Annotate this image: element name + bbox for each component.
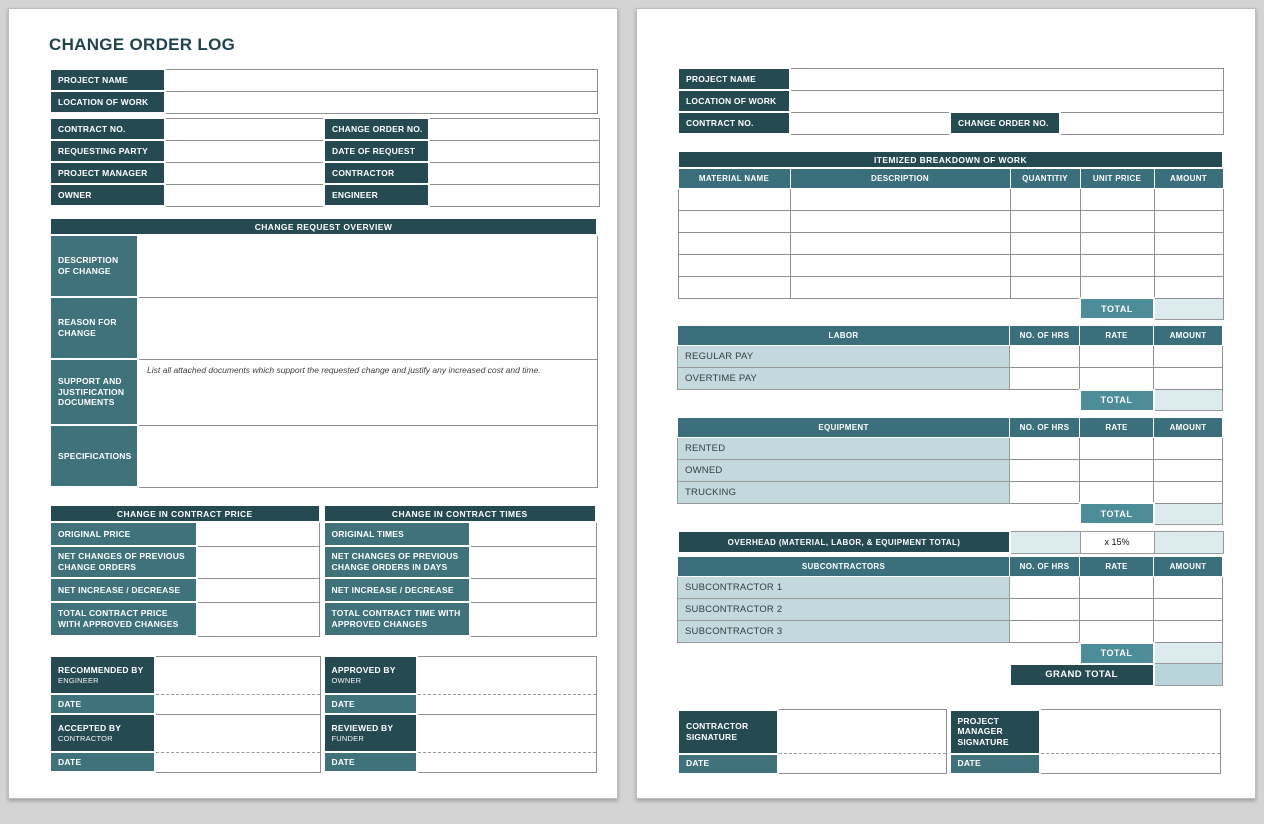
date-field[interactable] [1040, 754, 1221, 774]
change-order-no-label: CHANGE ORDER NO. [324, 118, 429, 140]
project-name-field[interactable] [790, 68, 1223, 90]
project-info-table [677, 67, 1224, 135]
table-row [50, 69, 598, 91]
table-row [678, 754, 946, 774]
table-row [678, 481, 1223, 503]
contract-no-field[interactable] [790, 112, 950, 134]
table-row [324, 578, 597, 602]
approved-by-text: APPROVED BY [331, 664, 396, 675]
table-row [678, 298, 1223, 319]
table-row [324, 505, 597, 522]
support-documents-field[interactable] [138, 359, 597, 425]
original-times-label: ORIGINAL TIMES [324, 522, 470, 546]
amount-field[interactable] [1154, 276, 1223, 298]
date-field[interactable] [778, 754, 946, 774]
project-manager-signature-field[interactable] [1040, 710, 1221, 754]
trucking-label: TRUCKING [678, 481, 1010, 503]
date-label: DATE [50, 752, 155, 772]
table-row [50, 297, 597, 359]
change-request-overview-table [49, 217, 598, 488]
contract-times-table [323, 504, 598, 637]
owned-label: OWNED [678, 459, 1010, 481]
hrs-field[interactable] [1010, 621, 1080, 643]
approved-by-label [324, 656, 417, 694]
change-order-no-label: CHANGE ORDER NO. [950, 112, 1060, 134]
net-increase-decrease-times-label: NET INCREASE / DECREASE [324, 578, 470, 602]
description-of-change-field[interactable] [138, 235, 597, 297]
rate-field[interactable] [1080, 346, 1154, 368]
project-manager-signature-table [949, 709, 1222, 775]
contract-no-label: CONTRACT NO. [50, 118, 165, 140]
quantity-field[interactable] [1010, 254, 1080, 276]
description-field[interactable] [790, 210, 1010, 232]
rate-field[interactable] [1080, 599, 1154, 621]
total-contract-price-label: TOTAL CONTRACT PRICE WITH APPROVED CHANGES [50, 602, 197, 636]
spacer-cell [678, 503, 1080, 524]
rate-field[interactable] [1080, 621, 1154, 643]
engineer-label: ENGINEER [324, 184, 429, 206]
table-row [324, 602, 597, 636]
original-times-field[interactable] [470, 522, 597, 546]
location-of-work-field[interactable] [165, 91, 598, 113]
rate-field[interactable] [1080, 459, 1154, 481]
location-of-work-label: LOCATION OF WORK [678, 90, 790, 112]
reviewed-by-text: REVIEWED BY [331, 722, 394, 733]
table-row [50, 425, 597, 487]
project-manager-field[interactable] [165, 162, 324, 184]
table-row [50, 546, 320, 578]
table-row [50, 656, 320, 694]
date-of-request-field[interactable] [429, 140, 599, 162]
materials-total-label: TOTAL [1080, 298, 1154, 319]
quantity-field[interactable] [1010, 276, 1080, 298]
equipment-total-label: TOTAL [1080, 503, 1154, 524]
contractor-signature-label: CONTRACTOR SIGNATURE [678, 710, 778, 754]
table-row [678, 188, 1223, 210]
amount-field[interactable] [1154, 599, 1223, 621]
contractor-field[interactable] [429, 162, 599, 184]
location-of-work-field[interactable] [790, 90, 1223, 112]
table-row [324, 656, 597, 694]
itemized-breakdown-header: ITEMIZED BREAKDOWN OF WORK [678, 151, 1223, 168]
column-header-amount: AMOUNT [1154, 168, 1223, 188]
table-row [678, 168, 1223, 188]
column-header-no-of-hrs: NO. OF HRS [1010, 557, 1080, 577]
net-changes-days-field[interactable] [470, 546, 597, 578]
labor-table [677, 325, 1223, 412]
table-row [678, 710, 946, 754]
table-row [678, 368, 1223, 390]
reviewed-by-label [324, 714, 417, 752]
overtime-pay-label: OVERTIME PAY [678, 368, 1010, 390]
change-request-overview-header: CHANGE REQUEST OVERVIEW [50, 218, 597, 235]
date-label: DATE [678, 754, 778, 774]
column-header-no-of-hrs: NO. OF HRS [1010, 417, 1080, 437]
table-row [678, 643, 1223, 664]
support-documents-label: SUPPORT AND JUSTIFICATION DOCUMENTS [50, 359, 138, 425]
amount-field[interactable] [1154, 459, 1223, 481]
table-row [324, 752, 597, 772]
spacer-cell [678, 643, 1080, 664]
labor-header: LABOR [678, 326, 1010, 346]
quantity-field[interactable] [1010, 232, 1080, 254]
column-header-unit-price: UNIT PRICE [1080, 168, 1154, 188]
amount-field[interactable] [1154, 188, 1223, 210]
engineer-field[interactable] [429, 184, 599, 206]
subcontractors-table [677, 556, 1223, 687]
net-increase-decrease-field[interactable] [197, 578, 320, 602]
project-name-label: PROJECT NAME [678, 68, 790, 90]
table-row [678, 459, 1223, 481]
total-contract-time-label: TOTAL CONTRACT TIME WITH APPROVED CHANGES [324, 602, 470, 636]
overhead-table [677, 530, 1224, 554]
column-header-rate: RATE [1080, 326, 1154, 346]
table-row [678, 90, 1223, 112]
spacer-cell [678, 298, 1080, 319]
equipment-header: EQUIPMENT [678, 417, 1010, 437]
total-contract-price-field[interactable] [197, 602, 320, 636]
net-increase-decrease-times-field[interactable] [470, 578, 597, 602]
rate-field[interactable] [1080, 437, 1154, 459]
reviewed-by-role: FUNDER [331, 734, 364, 744]
grand-total-label: GRAND TOTAL [1010, 664, 1154, 686]
overhead-hrs-cell [1010, 531, 1080, 553]
table-row [50, 602, 320, 636]
table-row [50, 218, 597, 235]
subcontractors-total-label: TOTAL [1080, 643, 1154, 664]
amount-field[interactable] [1154, 210, 1223, 232]
approved-by-role: OWNER [331, 676, 362, 686]
date-label: DATE [324, 694, 417, 714]
specifications-field[interactable] [138, 425, 597, 487]
original-price-label: ORIGINAL PRICE [50, 522, 197, 546]
quantity-field[interactable] [1010, 188, 1080, 210]
column-header-description: DESCRIPTION [790, 168, 1010, 188]
hrs-field[interactable] [1010, 599, 1080, 621]
equipment-total-amount [1154, 503, 1223, 524]
change-order-no-field[interactable] [1060, 112, 1223, 134]
itemized-breakdown-table [677, 150, 1224, 320]
table-row [50, 118, 599, 140]
amount-field[interactable] [1154, 232, 1223, 254]
table-row [950, 754, 1221, 774]
regular-pay-label: REGULAR PAY [678, 346, 1010, 368]
amount-field[interactable] [1154, 346, 1223, 368]
signoff-left-table [49, 655, 321, 773]
reviewed-by-signature-field[interactable] [417, 714, 597, 752]
date-label: DATE [50, 694, 155, 714]
contract-times-header: CHANGE IN CONTRACT TIMES [324, 505, 597, 522]
table-row [50, 235, 597, 297]
contract-no-label: CONTRACT NO. [678, 112, 790, 134]
materials-total-amount [1154, 298, 1223, 319]
labor-total-amount [1154, 390, 1223, 411]
amount-field[interactable] [1154, 577, 1223, 599]
overhead-rate-cell: x 15% [1080, 531, 1154, 553]
date-field[interactable] [417, 752, 597, 772]
hrs-field[interactable] [1010, 459, 1080, 481]
amount-field[interactable] [1154, 368, 1223, 390]
project-info-table-split [49, 117, 600, 207]
table-row [678, 254, 1223, 276]
spacer-cell [678, 390, 1080, 411]
table-row [950, 710, 1221, 754]
equipment-table [677, 417, 1223, 526]
table-row [324, 714, 597, 752]
material-field[interactable] [678, 210, 790, 232]
table-row [678, 531, 1223, 553]
column-header-no-of-hrs: NO. OF HRS [1010, 326, 1080, 346]
subcontractor-2-label: SUBCONTRACTOR 2 [678, 599, 1010, 621]
table-row [678, 437, 1223, 459]
spacer-cell [678, 664, 1010, 686]
approved-by-signature-field[interactable] [417, 656, 597, 694]
table-row [50, 184, 599, 206]
amount-field[interactable] [1154, 254, 1223, 276]
owner-field[interactable] [165, 184, 324, 206]
rate-field[interactable] [1080, 368, 1154, 390]
date-of-request-label: DATE OF REQUEST [324, 140, 429, 162]
page-title: CHANGE ORDER LOG [49, 35, 236, 54]
table-row [678, 112, 1223, 134]
table-row [324, 694, 597, 714]
net-changes-previous-field[interactable] [197, 546, 320, 578]
requesting-party-label: REQUESTING PARTY [50, 140, 165, 162]
description-field[interactable] [790, 254, 1010, 276]
signoff-right-table [323, 655, 598, 773]
table-row [678, 68, 1223, 90]
quantity-field[interactable] [1010, 210, 1080, 232]
table-row [50, 505, 320, 522]
table-row [50, 140, 599, 162]
recommended-by-signature-field[interactable] [155, 656, 320, 694]
unit-price-field[interactable] [1080, 254, 1154, 276]
table-row [678, 276, 1223, 298]
rate-field[interactable] [1080, 481, 1154, 503]
project-manager-signature-label: PROJECT MANAGER SIGNATURE [950, 710, 1040, 754]
table-row [678, 599, 1223, 621]
contractor-label: CONTRACTOR [324, 162, 429, 184]
page-left [8, 8, 618, 799]
project-name-field[interactable] [165, 69, 598, 91]
material-field[interactable] [678, 276, 790, 298]
description-field[interactable] [790, 232, 1010, 254]
table-row [678, 503, 1223, 524]
hrs-field[interactable] [1010, 481, 1080, 503]
location-of-work-label: LOCATION OF WORK [50, 91, 165, 113]
reason-for-change-field[interactable] [138, 297, 597, 359]
table-row [678, 621, 1223, 643]
table-row [678, 390, 1223, 411]
amount-field[interactable] [1154, 621, 1223, 643]
contract-price-header: CHANGE IN CONTRACT PRICE [50, 505, 320, 522]
project-manager-label: PROJECT MANAGER [50, 162, 165, 184]
table-row [678, 417, 1223, 437]
description-field[interactable] [790, 276, 1010, 298]
project-info-table-top [49, 68, 598, 114]
support-documents-hint: List all attached documents which support the requested change and justify any increased cost and time. [147, 364, 541, 375]
unit-price-field[interactable] [1080, 188, 1154, 210]
column-header-rate: RATE [1080, 417, 1154, 437]
owner-label: OWNER [50, 184, 165, 206]
unit-price-field[interactable] [1080, 210, 1154, 232]
column-header-amount: AMOUNT [1154, 326, 1223, 346]
table-row [678, 577, 1223, 599]
table-row [678, 326, 1223, 346]
contract-price-table [49, 504, 321, 637]
table-row [678, 210, 1223, 232]
net-changes-previous-label: NET CHANGES OF PREVIOUS CHANGE ORDERS [50, 546, 197, 578]
date-field[interactable] [155, 694, 320, 714]
contract-no-field[interactable] [165, 118, 324, 140]
table-row [50, 694, 320, 714]
hrs-field[interactable] [1010, 346, 1080, 368]
unit-price-field[interactable] [1080, 276, 1154, 298]
rate-field[interactable] [1080, 577, 1154, 599]
column-header-rate: RATE [1080, 557, 1154, 577]
table-row [50, 522, 320, 546]
subcontractors-total-amount [1154, 643, 1223, 664]
page-right [636, 8, 1256, 799]
overhead-amount-cell [1154, 531, 1223, 553]
specifications-label: SPECIFICATIONS [50, 425, 138, 487]
table-row [50, 91, 598, 113]
table-row [678, 232, 1223, 254]
contractor-signature-field[interactable] [778, 710, 946, 754]
recommended-by-text: RECOMMENDED BY [58, 664, 144, 675]
requesting-party-field[interactable] [165, 140, 324, 162]
net-increase-decrease-label: NET INCREASE / DECREASE [50, 578, 197, 602]
date-label: DATE [950, 754, 1040, 774]
table-row [324, 522, 597, 546]
table-row [678, 346, 1223, 368]
column-header-amount: AMOUNT [1154, 557, 1223, 577]
net-changes-days-label: NET CHANGES OF PREVIOUS CHANGE ORDERS IN DAYS [324, 546, 470, 578]
date-field[interactable] [155, 752, 320, 772]
table-row [678, 557, 1223, 577]
contract-change-section [49, 504, 597, 637]
accepted-by-text: ACCEPTED BY [58, 722, 122, 733]
material-field[interactable] [678, 232, 790, 254]
reason-for-change-label: REASON FOR CHANGE [50, 297, 138, 359]
accepted-by-signature-field[interactable] [155, 714, 320, 752]
signatures-section [677, 709, 1221, 775]
recommended-by-role: ENGINEER [58, 676, 99, 686]
labor-total-label: TOTAL [1080, 390, 1154, 411]
column-header-material-name: MATERIAL NAME [678, 168, 790, 188]
change-order-no-field[interactable] [429, 118, 599, 140]
material-field[interactable] [678, 188, 790, 210]
hrs-field[interactable] [1010, 437, 1080, 459]
contractor-signature-table [677, 709, 947, 775]
amount-field[interactable] [1154, 481, 1223, 503]
description-of-change-label: DESCRIPTION OF CHANGE [50, 235, 138, 297]
accepted-by-label [50, 714, 155, 752]
subcontractor-1-label: SUBCONTRACTOR 1 [678, 577, 1010, 599]
accepted-by-role: CONTRACTOR [58, 734, 113, 744]
table-row [678, 664, 1223, 686]
column-header-amount: AMOUNT [1154, 417, 1223, 437]
table-row [50, 359, 597, 425]
material-field[interactable] [678, 254, 790, 276]
signoff-section [49, 655, 597, 773]
table-row [50, 578, 320, 602]
total-contract-time-field[interactable] [470, 602, 597, 636]
grand-total-amount [1154, 664, 1223, 686]
table-row [324, 546, 597, 578]
table-row [50, 162, 599, 184]
unit-price-field[interactable] [1080, 232, 1154, 254]
original-price-field[interactable] [197, 522, 320, 546]
recommended-by-label [50, 656, 155, 694]
subcontractors-header: SUBCONTRACTORS [678, 557, 1010, 577]
hrs-field[interactable] [1010, 368, 1080, 390]
subcontractor-3-label: SUBCONTRACTOR 3 [678, 621, 1010, 643]
rented-label: RENTED [678, 437, 1010, 459]
overhead-label: OVERHEAD (MATERIAL, LABOR, & EQUIPMENT TOTAL) [678, 531, 1010, 553]
date-label: DATE [324, 752, 417, 772]
column-header-quantity: QUANTITIY [1010, 168, 1080, 188]
description-field[interactable] [790, 188, 1010, 210]
project-name-label: PROJECT NAME [50, 69, 165, 91]
hrs-field[interactable] [1010, 577, 1080, 599]
table-row [50, 714, 320, 752]
amount-field[interactable] [1154, 437, 1223, 459]
table-row [50, 752, 320, 772]
date-field[interactable] [417, 694, 597, 714]
table-row [678, 151, 1223, 168]
